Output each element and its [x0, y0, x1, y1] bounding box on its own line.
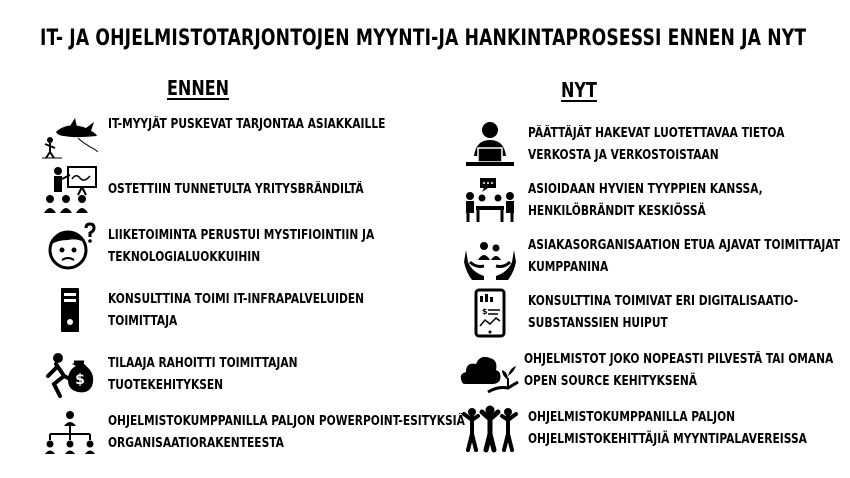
now-item-5-line-1: OHJELMISTOT JOKO NOPEASTI PILVESTÄ TAI OMANA [524, 352, 834, 367]
person-laptop-icon [462, 120, 518, 170]
before-item-5 [42, 350, 339, 400]
before-item-6-line-2: ORGANISAATIORAKENTEESTA [108, 436, 284, 451]
now-item-1 [462, 120, 841, 170]
before-item-3-line-1: LIIKETOIMINTA PERUSTUI MYSTIFIOINTIIN JA [108, 228, 375, 243]
before-item-3-line-2: TEKNOLOGIALUOKKUIHIN [108, 250, 261, 265]
now-item-1-line-2: VERKOSTA JA VERKOSTOISTAAN [528, 148, 719, 163]
before-item-4 [42, 286, 420, 336]
before-item-4-line-1: KONSULTTINA TOIMI IT-INFRAPALVELUIDEN [108, 292, 365, 307]
sales-shark-icon [42, 110, 98, 160]
svg-text:$: $ [75, 372, 85, 388]
now-item-5-line-2: OPEN SOURCE KEHITYKSENÄ [524, 374, 698, 389]
tablet-dashboard-icon [462, 288, 518, 338]
now-item-3-line-1: ASIAKASORGANISAATION ETUA AJAVAT TOIMITTAJAT [528, 238, 841, 253]
now-item-5 [458, 346, 850, 396]
now-item-4-line-1: KONSULTTINA TOIMIVAT ERI DIGITALISAATIO- [528, 294, 798, 309]
svg-text:$: $ [482, 307, 488, 316]
before-item-2-line-1: OSTETTIIN TUNNETULTA YRITYSBRÄNDILTÄ [108, 182, 364, 197]
hands-people-icon [462, 232, 518, 282]
now-item-6 [462, 404, 850, 454]
developers-group-icon [462, 404, 518, 454]
cloud-hand-plant-icon [458, 346, 520, 396]
before-item-4-line-2: TOIMITTAJA [108, 314, 178, 329]
before-item-6-line-1: OHJELMISTOKUMPPANILLA PALJON POWERPOINT-ESITYKSIÄ [108, 414, 465, 429]
now-item-2 [462, 176, 814, 226]
now-item-4-line-2: SUBSTANSSIEN HUIPUT [528, 316, 668, 331]
before-item-1-line-1: IT-MYYJÄT PUSKEVAT TARJONTAA ASIAKKAILLE [108, 117, 386, 132]
before-item-2 [42, 165, 420, 215]
now-item-3 [462, 232, 850, 282]
meeting-group-icon [462, 176, 518, 226]
before-item-1 [42, 110, 446, 160]
before-item-5-line-2: TUOTEKEHITYKSEN [108, 378, 224, 393]
confused-face-icon [42, 222, 98, 272]
now-item-6-line-1: OHJELMISTOKUMPPANILLA PALJON [528, 410, 736, 425]
now-item-2-line-1: ASIOIDAAN HYVIEN TYYPPIEN KANSSA, [528, 182, 763, 197]
now-item-6-line-2: OHJELMISTOKEHITTÄJIÄ MYYNTIPALAVEREISSA [528, 432, 807, 447]
now-item-1-line-1: PÄÄTTÄJÄT HAKEVAT LUOTETTAVAA TIETOA [528, 126, 785, 141]
before-item-3 [42, 222, 433, 272]
now-item-2-line-2: HENKILÖBRÄNDIT KESKIÖSSÄ [528, 204, 706, 219]
now-item-3-line-2: KUMPPANINA [528, 260, 609, 275]
before-heading: ENNEN [167, 76, 230, 100]
org-chart-icon [42, 408, 98, 458]
server-tower-icon [42, 286, 98, 336]
before-item-5-line-1: TILAAJA RAHOITTI TOIMITTAJAN [108, 356, 298, 371]
brand-presentation-icon [42, 165, 98, 215]
now-item-4 [462, 288, 850, 338]
money-bag-carrier-icon [42, 350, 98, 400]
now-heading: NYT [561, 78, 597, 102]
page-title: IT- JA OHJELMISTOTARJONTOJEN MYYNTI-JA HANKINTAPROSESSI ENNEN JA NYT [40, 26, 807, 51]
